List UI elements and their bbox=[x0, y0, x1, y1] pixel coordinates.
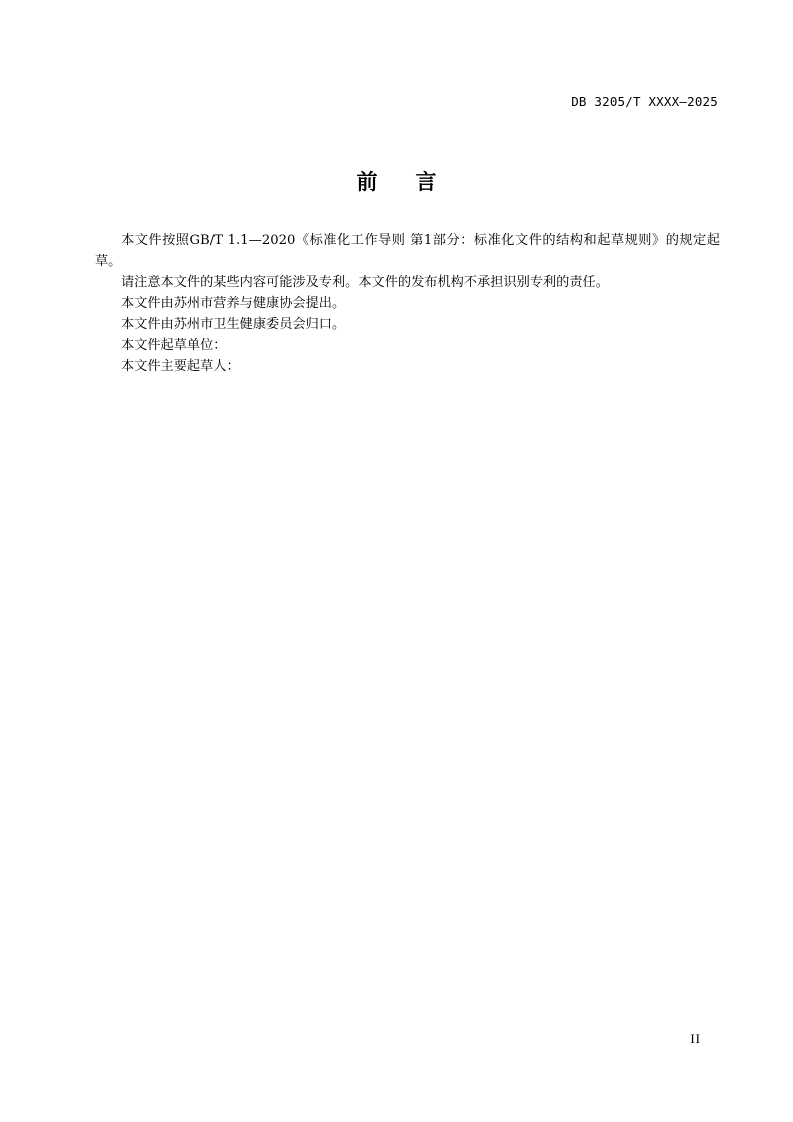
page-number: II bbox=[690, 1031, 701, 1046]
paragraph-patent-notice: 请注意本文件的某些内容可能涉及专利。本文件的发布机构不承担识别专利的责任。 bbox=[121, 275, 609, 290]
paragraph-proposer: 本文件由苏州市营养与健康协会提出。 bbox=[121, 296, 346, 311]
paragraph-administrator: 本文件由苏州市卫生健康委员会归口。 bbox=[121, 317, 346, 332]
page-title: 前言 bbox=[356, 170, 475, 194]
paragraph-drafting-basis: 本文件按照GB/T 1.1—2020《标准化工作导则 第1部分：标准化文件的结构和起草规则》的规定起草。 bbox=[95, 233, 720, 269]
foreword-body bbox=[95, 230, 720, 377]
document-code: DB 3205/T XXXX—2025 bbox=[571, 94, 718, 109]
paragraph-main-drafters: 本文件主要起草人： bbox=[121, 359, 240, 374]
paragraph-drafting-organizations: 本文件起草单位： bbox=[121, 338, 227, 353]
